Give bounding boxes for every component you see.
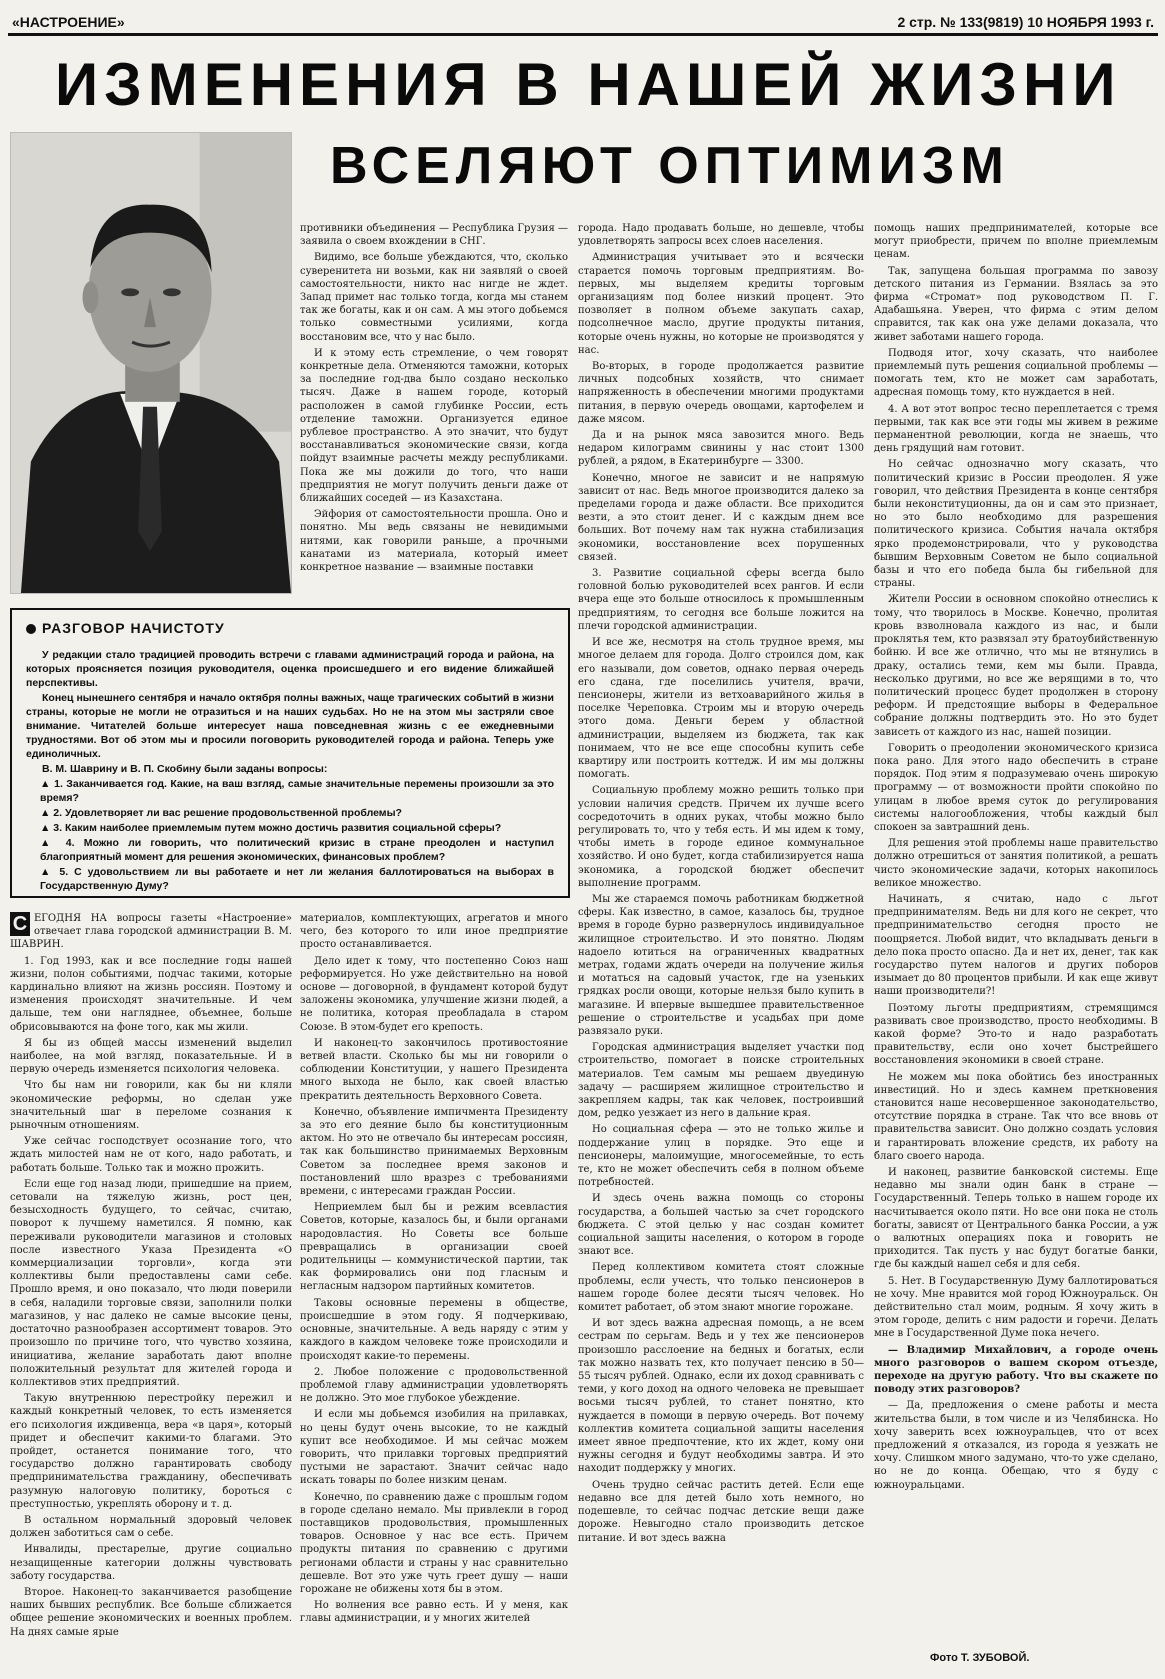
intro-paragraph: У редакции стало традицией проводить встречи с главами администраций города и района, на которых проясняется позиция руководителя, оценка происшедшего и его видение ближайшей перспективы. [26,649,554,689]
paragraph: Но волнения все равно есть. И у меня, как главы администрации, и у многих жителей [300,1600,568,1625]
issue-info: 2 стр. № 133(9819) 10 НОЯБРЯ 1993 г. [897,14,1154,30]
headline-line-2: ВСЕЛЯЮТ ОПТИМИЗМ [330,137,1010,195]
paragraph: Конечно, объявление импичмента Президенту за это его деяние было бы конституционным актом. Но это не отвечало бы интересам россиян, так как большинство принимаемых Верховным Советом за последнее время законов и постановлений шло вразрез с требованиями времени, с интересами граждан России. [300,1106,568,1198]
paragraph: Такую внутреннюю перестройку пережил и каждый конкретный человек, то есть изменяется его психология иждивенца, вера «в царя», который придет и обеспечит какими-то благами. Это пройдет, останется понимание того, что государство должно гарантировать свободу предпринимательства гражданину, обеспечивать разумную налоговую политику, бороться с преступностью, укреплять оборону и т. д. [10,1393,292,1510]
paragraph: 1. Год 1993, как и все последние годы нашей жизни, полон событиями, подчас такими, которые кардинально влияют на жизнь россиян. Поэтому и изменения происходят значительные. И чем дальше, тем они нагляднее, объемнее, больше обрисовываются на фоне того, как мы жили. [10,955,292,1033]
paragraph: Так, запущена большая программа по завозу детского питания из Германии. Взялась за это фирма «Стромат» под руководством П. Г. Адабашьяна. Уверен, что фирма с этим делом справится, так как она уже делами доказала, что живет заботами нашего города. [874,265,1158,343]
paragraph: Говорить о преодолении экономического кризиса пока рано. Для этого надо обеспечить в стране порядок. Под этим я подразумеваю очень широкую программу — от возможности пройти спокойно по улицам в любое время суток до регулирования системы налогообложения, чтобы каждый был спокоен за завтрашний день. [874,742,1158,833]
paragraph: И наконец, развитие банковской системы. Еще недавно мы знали один банк в стране — Государственный. Теперь только в нашем городе их насчитывается около пяти. Но все они пока не столь богаты, зависят от Центрального банка России, а уж о валютных операциях пока и говорить не приходится. Так пусть у нас будут богатые банки, где бы каждый нашел себя и для себя. [874,1167,1158,1271]
paragraph: Очень трудно сейчас растить детей. Если еще недавно все для детей было хоть немного, но подешевле, то сейчас подчас детские вещи даже дороже. Невыгодно стало производить детское питание. И вот здесь важна [578,1479,864,1544]
paragraph: Но сейчас однозначно могу сказать, что политический кризис в России преодолен. Я уже говорил, что действия Президента в конце сентября были неконституционны, да он и сам это признает, но это было необходимо для разрешения политического кризиса. События начала октября ярко продемонстрировали, что у руководства бывшим Верховным Советом не было социальной базы и что его победа была бы гибельной для страны. [874,459,1158,590]
intro-paragraph: В. М. Шаврину и В. П. Скобину были заданы вопросы: [42,763,328,775]
paragraph: Конечно, многое не зависит и не напрямую зависит от нас. Ведь многое производится далеко за пределами города и даже области. Все приходится везти, а это стоит денег. И с каждым днем все больших. Вот почему нам так нужна стабилизация экономики, восстановление всех порушенных связей. [578,472,864,563]
question-3: ▲ 3. Каким наиболее приемлемым путем можно достичь развития социальной сферы? [40,822,502,834]
paragraph: — Владимир Михайлович, а городе очень много разговоров о вашем скором отъезде, переходе на другую работу. Что вы скажете по поводу этих разговоров? [874,1344,1158,1396]
paragraph: — Да, предложения о смене работы и места жительства были, в том числе и из Челябинска. Но хочу заверить всех южноуральцев, что от всех предложений я отказался, из города я уезжать не хочу. Слишком много задумано, что-то уже сделано, но не до конца. Обещаю, что я буду с южноуральцами. [874,1400,1158,1491]
paragraph: Во-вторых, в городе продолжается развитие личных подсобных хозяйств, что снимает напряженность в обеспечении многими продуктами питания, в первую очередь овощами, картофелем и даже мясом. [578,361,864,425]
intro-box [10,608,570,898]
intro-paragraph: Конец нынешнего сентября и начало октября полны важных, чаще трагических событий в жизни страны, которые не могли не отразиться и на наших судьбах. Но не на этом мы застряли свое внимание. Читателей больше интересует наша повседневная жизнь с ее ежедневными трудностями. Вот об этом мы и просили поговорить руководителей города и района. Теперь уже единоличных. [26,692,554,760]
column-1-bottom [10,912,292,1667]
paragraph: Жители России в основном спокойно отнеслись к тому, что творилось в Москве. Конечно, пролитая кровь взволновала каждого из нас, и были проклятья тем, кто развязал эту братоубийственную бойню. И все же отлично, что мы не втянулись в драку, остались теми, кем мы были. Правда, несколько другими, но все же верящими в то, что политический процесс будет продолжен в сторону реформ. И предстоящие выборы в Федеральное собрание должны подтвердить это. Но это будет зависеть от каждого из нас, нашей позиции. [874,594,1158,738]
paragraph: Перед коллективом комитета стоят сложные проблемы, если учесть, что только пенсионеров в нашем городе более десяти тысяч человек. Но комитет работает, об этом знают многие горожане. [578,1262,864,1314]
paragraph: города. Надо продавать больше, но дешевле, чтобы удовлетворять запросы всех слоев населения. [578,223,864,248]
paragraph: Не можем мы пока обойтись без иностранных инвестиций. Но и здесь камнем преткновения становится наше несовершенное законодательство, отсутствие порядка в стране. Так что все вновь от правительства зависит. Оно должно создать условия и гарантировать вложение средств, их работу на благо своего народа. [874,1071,1158,1162]
paragraph: Уже сейчас господствует осознание того, что ждать милостей нам не от кого, надо работать, и работать больше. Только так и можно прожить. [10,1136,292,1174]
headline-line-1: ИЗМЕНЕНИЯ В НАШЕЙ ЖИЗНИ [55,51,1122,118]
newspaper-name: «НАСТРОЕНИЕ» [12,14,125,30]
paragraph: Мы же стараемся помочь работникам бюджетной сферы. Как известно, в самое, казалось бы, трудное время в городе бурно развернулось индивидуальное жилищное строительство. И это понятно. Людям надоело ютиться на ограниченных квадратных метрах, годами ждать очереди на получение жилья и мотаться на садовый участок, где на узеньких грядках росли овощи, которые нельзя было купить в магазине. И впервые вышедшее правительственное решение о строительстве и усадьбах при доме развязало руки. [578,893,864,1037]
paragraph: Эйфория от самостоятельности прошла. Оно и понятно. Мы ведь связаны не невидимыми нитями, как говорили раньше, а прочными канатами из материала, который имеет конкретное название — взаимные поставки [300,509,568,574]
column-3 [578,222,864,1662]
paragraph: Конечно, по сравнению даже с прошлым годом в городе сделано немало. Мы привлекли в город поставщиков продовольствия, промышленных товаров. Основное у нас все есть. Причем продукты питания по сравнению с другими регионами области и страны у нас сравнительно дешевле. Вот это уже чуть греет душу — наши горожане не обижены хотя бы в этом. [300,1491,568,1595]
paragraph: Я бы из общей массы изменений выделил наиболее, на мой взгляд, показательные. И в первую очередь изменяется психология человека. [10,1037,292,1076]
paragraph: Поэтому льготы предприятиям, стремящимся развивать свое производство, просто необходимы. В какой форме? Это-то и надо разработать правительству, если оно хочет быстрейшего восстановления экономики в своей стране. [874,1002,1158,1067]
drop-cap: С [10,912,30,936]
bullet-icon [26,624,36,634]
paragraph: Инвалиды, престарелые, другие социально незащищенные категории должны чувствовать заботу государства. [10,1544,292,1582]
paragraph: Администрация учитывает это и всячески старается помочь торговым предприятиям. Во-первых, мы выделяем кредиты торговым организациям под более низкий процент. Это позволяет в полном объеме закупать сахар, подсолнечное масло, другие продукты питания, которые очень нужны, но которые не производятся у нас. [578,252,864,356]
column-2-bottom [300,912,568,1667]
portrait-photo-graphic [11,133,291,593]
question-4: ▲ 4. Можно ли говорить, что политический кризис в стране преодолен и наступил благоприятный момент для решения экономических, финансовых проблем? [40,837,554,863]
paragraph: Таковы основные перемены в обществе, происшедшие в этом году. Я подчеркиваю, основные, значительные. А ведь наряду с этим у каждого в каждом человеке тоже происходили и происходят какие-то перемены. [300,1297,568,1362]
page-header [8,8,1158,36]
question-1: ▲ 1. Заканчивается год. Какие, на ваш взгляд, самые значительные перемены произошли за это время? [40,778,554,804]
paragraph: Но социальная сфера — это не только жилье и поддержание улиц в порядке. Это еще и пенсионеры, малоимущие, многосемейные, то есть те, кто не может обеспечить себя в полном объеме потребностей. [578,1124,864,1189]
paragraph: 3. Развитие социальной сферы всегда было головной болью руководителей всех рангов. И если вчера еще это больше относилось к промышленным предприятиям, то сегодня все больше ложится на плечи городской администрации. [578,568,864,632]
column-2-top [300,222,568,600]
paragraph: Видимо, все больше убеждаются, что, сколько суверенитета ни возьми, как ни заявляй о своей самостоятельности, никто нас нигде не ждет. Запад примет нас только тогда, когда мы станем так же богаты, как и он сам. А мы этого добьемся только совместными усилиями, когда восстановим все, что у нас было. [300,252,568,343]
paragraph: Социальную проблему можно решить только при условии наличия средств. Причем их лучше всего сосредоточить в одних руках, чтобы можно было регулировать то, что у тебя есть. И мы идем к тому, чтобы иметь в городе единое коммунальное хозяйство. И оно будет, когда стабилизируется наша экономика, а городской бюджет обеспечит выполнение программ. [578,785,864,889]
paragraph: материалов, комплектующих, агрегатов и много чего, без которого то или иное предприятие просто останавливается. [300,913,568,951]
lead-paragraph: С ЕГОДНЯ НА вопросы газеты «Настроение» отвечает глава городской администрации В. М. ШАВРИН. [10,913,292,951]
paragraph: 2. Любое положение с продовольственной проблемой главу администрации удовлетворять не должно. Это мое глубокое убеждение. [300,1366,568,1405]
paragraph: 4. А вот этот вопрос тесно переплетается с тремя первыми, так как все эти годы мы живем в режиме перманентной революции, когда не знаешь, что день грядущий нам готовит. [874,403,1158,455]
photo-credit: Фото Т. ЗУБОВОЙ. [930,1652,1030,1664]
portrait-photo [10,132,292,594]
paragraph: И все же, несмотря на столь трудное время, мы многое делаем для города. Долго строился дом, как его называли, дом советов, однако первая очередь его сдана, где поселились учителя, врачи, пенсионеры, жители из ветхоаварийного жилья в поселке Череповка. Строим мы и вторую очередь этого дома. Деньги берем у областной администрации, выделяем из бюджета, так как понимаем, что не все еще способны купить себе квартиру или построить коттедж. И им мы должны помогать. [578,637,864,781]
paragraph: И наконец-то закончилось противостояние ветвей власти. Сколько бы мы ни говорили о соблюдении Конституции, у нашего Президента много выхода не было, как своей властью прекратить деятельность Верховного Совета. [300,1037,568,1102]
paragraph: И здесь очень важна помощь со стороны государства, а большей частью за счет городского бюджета. С этой целью у нас создан комитет социальной защиты населения, о котором в городе знают все. [578,1193,864,1258]
paragraph: Дело идет к тому, что постепенно Союз наш реформируется. Но уже действительно на новой основе — договорной, в фундамент которой будут заложены экономика, улучшение жизни людей, а не политика, которая преобладала в старом Союзе. В этом-будет его крепость. [300,955,568,1033]
paragraph: противники объединения — Республика Грузия — заявила о своем вхождении в СНГ. [300,223,568,248]
paragraph: Начинать, я считаю, надо с льгот предпринимателям. Ведь ни для кого не секрет, что предпринимательство сегодня просто не поощряется. Любой видит, что вкладывать деньги в дело пока просто опасно. Да и нет их, денег, так как государство путем налогов и других поборов изымает до 80 процентов прибыли. И как еще живут наши производители?! [874,893,1158,998]
paragraph: Если еще год назад люди, пришедшие на прием, сетовали на тяжелую жизнь, рост цен, безысходность будущего, то сейчас, считаю, поворот к лучшему наметился. Я помню, как переживали руководители магазинов и столовых после известного Указа Президента «О коммерциализации торговли», когда эти коллективы были предоставлены сами себе. Прошло время, и оно показало, что люди поверили в себя, наладили торговые связи, заполнили полки магазинов, у нас далеко не самые высокие цены, достаточно разнообразен ассортимент товаров. Это произошло по причине того, что чувство хозяина, инициатива, желание заработать дают вполне положительный результат для жителей города и коллективов этих предприятий. [10,1178,292,1388]
question-2: ▲ 2. Удовлетворяет ли вас решение продовольственной проблемы? [40,807,402,819]
paragraph: И к этому есть стремление, о чем говорят конкретные дела. Отменяются таможни, которых за последние год-два было создано несколько тысяч. Даже в нашем городе, который расположен в самой глубинке России, есть отделение таможни. Организуется единое рублевое пространство. А это значит, что будут восстанавливаться экономические связи, когда пойдут взаимные расчеты между республиками. Пока же мы дожили до того, что наши предприятия не могут получить деньги даже от ближайших соседей — из Казахстана. [300,347,568,505]
column-4 [874,222,1158,1647]
paragraph: Неприемлем был бы и режим всевластия Советов, которые, казалось бы, и были органами народовластия. Но Советы все больше превращались в организации своей родительницы — коммунистической партии, так как формировались они под гласным и негласным надзором партийных комитетов. [300,1202,568,1293]
paragraph: Да и на рынок мяса завозится много. Ведь недаром килограмм свинины у нас стоит 1300 рублей, а рядом, в Екатеринбурге — 3300. [578,430,864,468]
paragraph: И если мы добьемся изобилия на прилавках, но цены будут очень высокие, то не каждый купит все необходимое. И мы сейчас можем говорить, что прилавки торговых предприятий пустыми не зарастают. Значит сейчас надо искать товары по более низким ценам. [300,1409,568,1487]
paragraph: В остальном нормальный здоровый человек должен заботиться сам о себе. [10,1514,292,1540]
paragraph: Городская администрация выделяет участки под строительство, помогает в поиске строительных материалов. Тем самым мы решаем двуединую задачу — расширяем жилищное строительство и закрепляем кадры, так как человек, построивший дом, редко уезжает из него в дальние края. [578,1042,864,1120]
paragraph: 5. Нет. В Государственную Думу баллотироваться не хочу. Мне нравится мой город Южноуральск. Он действительно стал моим, родным. Я хочу жить в этом городе, делить с ним радости и горечи. Делать мне в Государственной Думе пока нечего. [874,1275,1158,1340]
paragraph: Подводя итог, хочу сказать, что наиболее приемлемый путь решения социальной проблемы — помогать тем, кто не может сам заработать, адресная помощь тому, кто нуждается в ней. [874,347,1158,399]
paragraph: помощь наших предпринимателей, которые все могут приобрести, причем по вполне приемлемым ценам. [874,223,1158,261]
paragraph: Что бы нам ни говорили, как бы ни кляли экономические реформы, но сделан уже значительный шаг в переломе сознания к рыночным отношениям. [10,1080,292,1132]
paragraph: Второе. Наконец-то заканчивается разобщение наших бывших республик. Все больше сближается общее решение экономических и военных проблем. На днях самые ярые [10,1586,292,1638]
paragraph: И вот здесь важна адресная помощь, а не всем сестрам по серьгам. Ведь и у тех же пенсионеров произошло расслоение на бедных и богатых, если так можно назвать тех, кто получает пенсию в 50—55 тысяч рублей. Однако, если их доход сравнивать с теми, у кого доход на одного человека не превышает восьми тысяч рублей, то станет понятно, кто нуждается в помощи в первую очередь. Вот почему коллектив комитета социальной защиты населения имеет явное предпочтение, кто их ждет, кому они нужны сегодня и будут необходимы завтра. И это находит поддержку у многих. [578,1318,864,1475]
paragraph: Для решения этой проблемы наше правительство должно отрешиться от занятия политикой, а решать чисто экономические задачи, которых накопилось великое множество. [874,838,1158,889]
rubric-title: РАЗГОВОР НАЧИСТОТУ [26,620,554,636]
question-5: ▲ 5. С удовольствием ли вы работаете и нет ли желания баллотироваться на выборах в Государственную Думу? [40,866,554,892]
